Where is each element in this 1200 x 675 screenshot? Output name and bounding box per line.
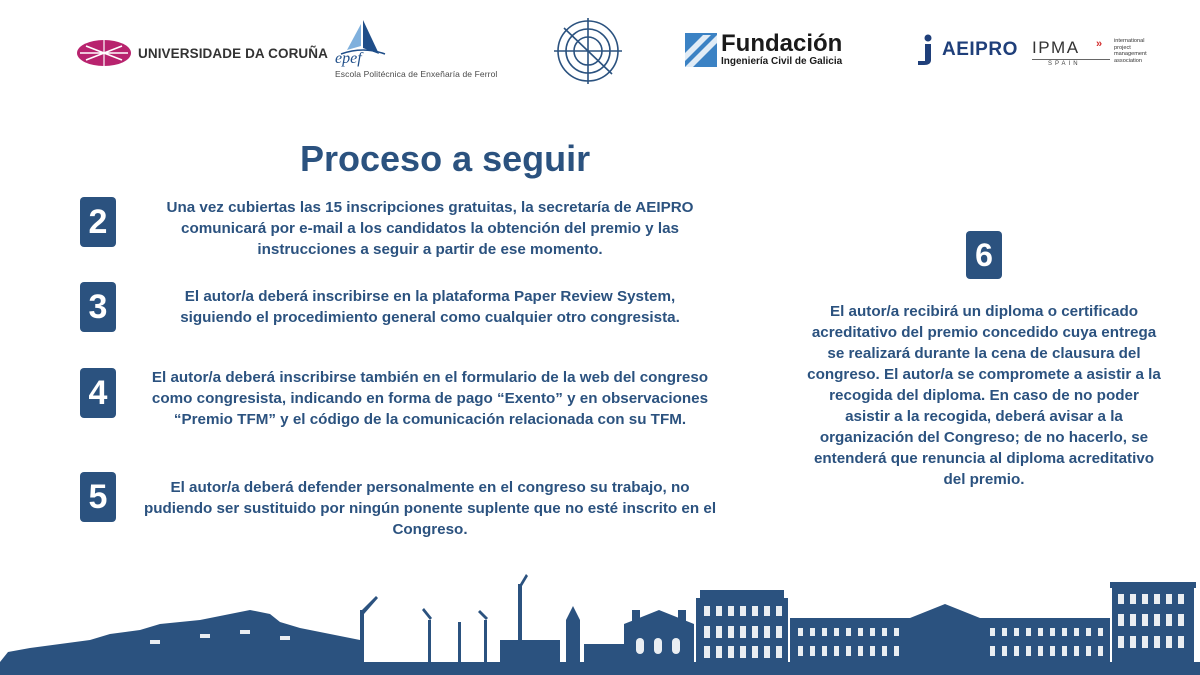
side-step-text: El autor/a recibirá un diploma o certificado acreditativo del premio concedido cuya entrega se realizará durante la cena de clausura del congreso. El autor/a se compromete a asistir a la recogida del diploma. En caso de no poder asistir a la recogida, deberá avisar a la organización del Congreso; de no hacerlo, se entenderá que renuncia al diploma acreditativo del premio. bbox=[807, 303, 1161, 488]
step-text: El autor/a deberá inscribirse también en el formulario de la web del congreso como congresista, indicando en forma de pago “Exento” y en observaciones “Premio TFM” y el código de la comunicación relacionada con su TFM. bbox=[151, 369, 709, 428]
ipma-description: international project management association bbox=[1114, 38, 1147, 65]
epef-wordmark: epef bbox=[335, 50, 362, 67]
epef-subtitle: Escola Politécnica de Enxeñaría de Ferrol bbox=[335, 69, 498, 79]
step-text: El autor/a deberá inscribirse en la plataforma Paper Review System, siguiendo el procedimiento general como cualquier otro congresista. bbox=[180, 288, 680, 326]
ipma-logo bbox=[1032, 36, 1157, 70]
fundacion-logo-icon bbox=[685, 33, 717, 67]
aeipro-logo bbox=[914, 34, 1018, 66]
ipma-divider bbox=[1032, 59, 1110, 60]
target-crosshair-icon bbox=[548, 16, 628, 86]
page-title: Proceso a seguir bbox=[300, 138, 591, 179]
step-number-badge: 4 bbox=[80, 368, 116, 418]
aeipro-logo-icon bbox=[914, 34, 938, 66]
ipma-wordmark: IPMA bbox=[1032, 38, 1080, 57]
epef-logo bbox=[333, 18, 523, 80]
city-skyline-illustration bbox=[0, 570, 1200, 675]
fundacion-subtitle: Ingeniería Civil de Galicia bbox=[721, 56, 843, 67]
step-number-badge: 5 bbox=[80, 472, 116, 522]
udc-logo bbox=[76, 38, 328, 68]
step-text: Una vez cubiertas las 15 inscripciones gratuitas, la secretaría de AEIPRO comunicará por e-mail a los candidatos la obtención del premio y las instrucciones a seguir a partir de ese momento. bbox=[166, 199, 694, 258]
fundacion-title: Fundación bbox=[721, 30, 843, 57]
aeipro-wordmark: AEIPRO bbox=[942, 39, 1018, 60]
udc-logo-icon bbox=[76, 38, 132, 68]
udc-name: UNIVERSIDADE DA CORUÑA bbox=[138, 45, 328, 61]
step-number-badge: 2 bbox=[80, 197, 116, 247]
step-text: El autor/a deberá defender personalmente en el congreso su trabajo, no pudiendo ser sustituido por ningún ponente suplente que no esté inscrito en el Congreso. bbox=[143, 479, 717, 538]
ipma-country: SPAIN bbox=[1048, 61, 1081, 67]
ipma-logo-icon: » bbox=[1096, 38, 1103, 50]
side-step-number-badge: 6 bbox=[966, 231, 1002, 279]
sponsor-logos-row bbox=[0, 0, 1200, 110]
target-logo bbox=[548, 16, 628, 91]
fundacion-logo bbox=[685, 32, 842, 67]
step-number-badge: 3 bbox=[80, 282, 116, 332]
